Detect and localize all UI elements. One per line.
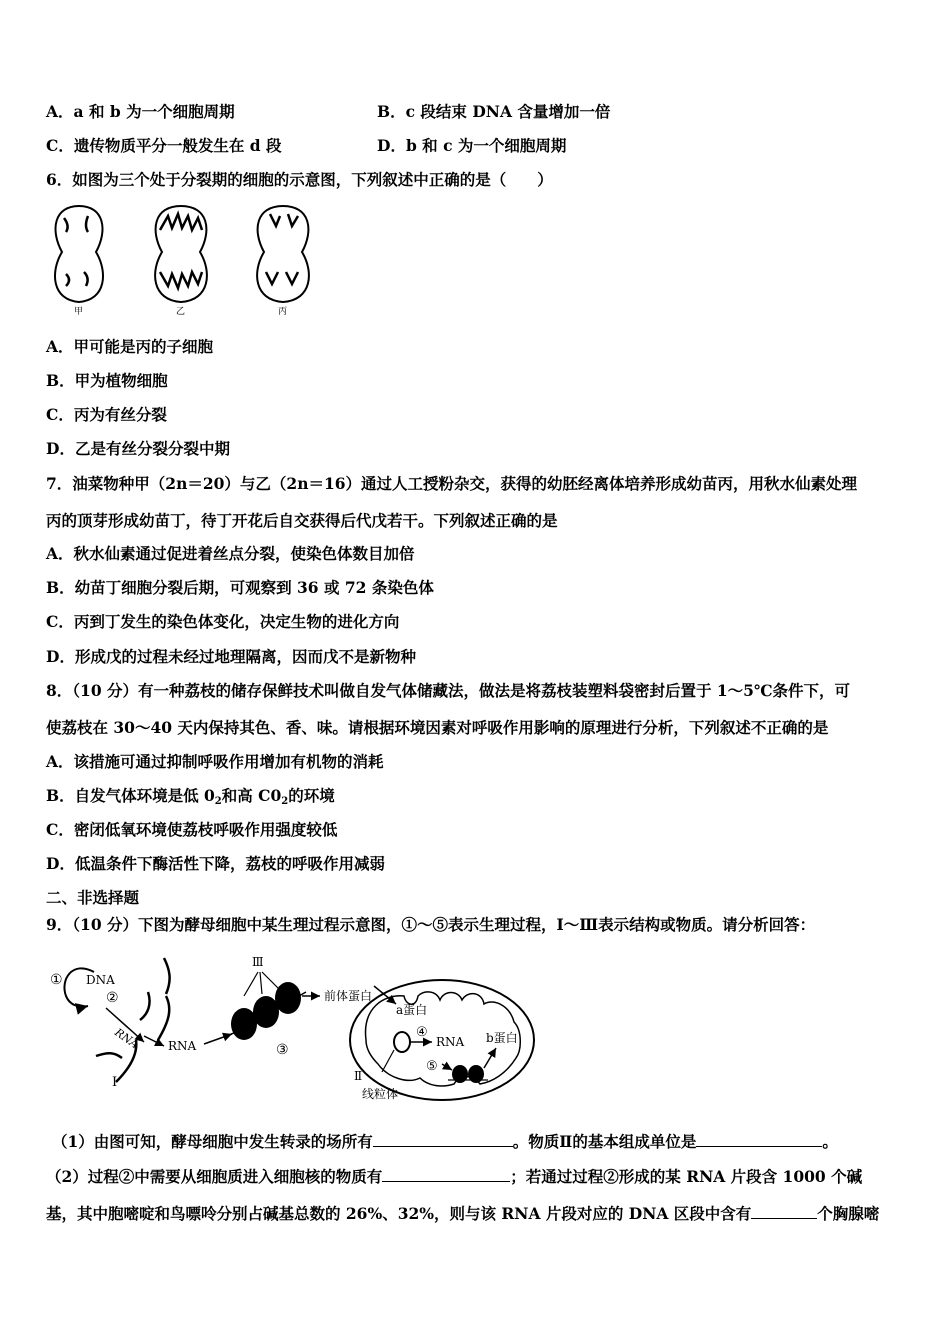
export-arrow (144, 1036, 164, 1046)
answer-blank[interactable] (696, 1132, 822, 1147)
ribosome-cluster (231, 982, 301, 1040)
q6-option-a: A．甲可能是丙的子细胞 (46, 337, 214, 356)
q6-option-b: B．甲为植物细胞 (46, 371, 168, 390)
rna-label-cytoplasm: RNA (168, 1039, 197, 1053)
q9-part3 (46, 1204, 879, 1224)
q9-part2 (46, 1167, 862, 1187)
q5-option-b: B．c 段结束 DNA 含量增加一倍 (377, 102, 611, 121)
step-2-label: ② (106, 990, 119, 1006)
answer-blank[interactable] (373, 1132, 513, 1147)
subscript-2: 2 (214, 796, 222, 807)
b-protein-label: b蛋白 (486, 1031, 518, 1045)
q9-part1 (52, 1132, 838, 1152)
step-3-label: ③ (276, 1042, 289, 1058)
answer-blank[interactable] (382, 1167, 510, 1182)
step-4-label: ④ (416, 1025, 428, 1040)
mito-dna-ring (394, 1032, 410, 1052)
dna-label: DNA (86, 973, 115, 987)
roman-2-pointer (382, 1050, 394, 1072)
q8-stem-line2: 使荔枝在 30～40 天内保持其色、香、味。请根据环境因素对呼吸作用影响的原理进行分析，下列叙述不正确的是 (46, 718, 829, 737)
q5-option-c: C．遗传物质平分一般发生在 d 段 (46, 136, 282, 155)
rna-label-mito: RNA (436, 1035, 465, 1049)
q8-option-a: A．该措施可通过抑制呼吸作用增加有机物的消耗 (46, 752, 384, 771)
q6-option-d: D．乙是有丝分裂分裂中期 (46, 439, 230, 458)
roman-3-label: Ⅲ (252, 955, 264, 969)
q9-process-figure (44, 950, 564, 1110)
q8-option-d: D．低温条件下酶活性下降，荔枝的呼吸作用减弱 (46, 854, 385, 873)
q8-option-b (46, 786, 335, 812)
precursor-protein-label: 前体蛋白 (324, 989, 373, 1003)
q7-option-b: B．幼苗丁细胞分裂后期，可观察到 36 或 72 条染色体 (46, 578, 434, 597)
mito-translation-arrow (442, 1064, 452, 1070)
q7-option-c: C．丙到丁发生的染色体变化，决定生物的进化方向 (46, 612, 400, 631)
q7-option-d: D．形成戊的过程未经过地理隔离，因而戊不是新物种 (46, 647, 416, 666)
q8-option-c: C．密闭低氧环境使荔枝呼吸作用强度较低 (46, 820, 338, 839)
q8-option-b-pre: B．自发气体环境是低 0 (46, 786, 215, 805)
nuclear-membrane-inner (140, 992, 150, 1020)
label-jia: 甲 (74, 307, 84, 317)
label-bing: 丙 (278, 307, 288, 317)
rna-label-nucleus: RNA (112, 1025, 141, 1052)
q5-option-d: D．b 和 c 为一个细胞周期 (377, 136, 567, 155)
q6-stem: 6．如图为三个处于分裂期的细胞的示意图，下列叙述中正确的是（ ） (46, 170, 553, 189)
q9-part1-post: 。 (822, 1132, 838, 1151)
q6-cell-figure (44, 200, 324, 320)
section-heading: 二、非选择题 (46, 888, 140, 907)
q9-part2-pre: （2）过程②中需要从细胞质进入细胞核的物质有 (46, 1167, 383, 1186)
answer-blank[interactable] (751, 1204, 817, 1219)
q8-stem-line1: 8．（10 分）有一种荔枝的储存保鲜技术叫做自发气体储藏法，做法是将荔枝装塑料袋密封后置于 1～5℃条件下，可 (46, 681, 851, 700)
q5-option-a: A．a 和 b 为一个细胞周期 (46, 102, 235, 121)
label-yi: 乙 (176, 307, 186, 317)
q9-part3-pre: 基，其中胞嘧啶和鸟嘌呤分别占碱基总数的 26%、32%，则与该 RNA 片段对应的 DNA 区段中含有 (46, 1204, 752, 1223)
q7-stem-line1: 7．油菜物种甲（2n＝20）与乙（2n＝16）通过人工授粉杂交，获得的幼胚经离体培养形成幼苗丙，用秋水仙素处理 (46, 474, 858, 493)
b-protein-arrow (484, 1048, 496, 1068)
subscript-2: 2 (281, 796, 289, 807)
q7-option-a: A．秋水仙素通过促进着丝点分裂，使染色体数目加倍 (46, 544, 415, 563)
cell-bing (257, 206, 309, 302)
q8-option-b-mid: 和高 C0 (221, 786, 282, 805)
q8-option-b-post: 的环境 (288, 786, 335, 805)
q6-option-c: C．丙为有丝分裂 (46, 405, 167, 424)
q9-part2-post: ；若通过过程②形成的某 RNA 片段含 1000 个碱 (510, 1167, 863, 1186)
q9-part3-post: 个胸腺嘧 (817, 1204, 880, 1223)
q7-stem-line2: 丙的顶芽形成幼苗丁，待丁开花后自交获得后代戊若干。下列叙述正确的是 (46, 511, 558, 530)
nuclear-membrane (158, 958, 170, 1040)
cell-jia (55, 206, 103, 302)
cell-yi (155, 206, 207, 302)
ribosome-pointers (244, 972, 280, 996)
q9-stem: 9．（10 分）下图为酵母细胞中某生理过程示意图，①～⑤表示生理过程，Ⅰ～Ⅲ表示结构或物质。请分析回答： (46, 915, 816, 934)
q9-part1-mid: 。物质Ⅱ的基本组成单位是 (512, 1132, 697, 1151)
q9-part1-pre: （1）由图可知，酵母细胞中发生转录的场所有 (52, 1132, 373, 1151)
step-5-label: ⑤ (426, 1059, 438, 1074)
roman-1-label: Ⅰ (112, 1075, 118, 1090)
step-1-label: ① (50, 972, 63, 988)
mitochondrion-label: 线粒体 (362, 1087, 399, 1101)
a-protein-label: a蛋白 (396, 1003, 428, 1017)
roman-2-label: Ⅱ (354, 1069, 363, 1083)
